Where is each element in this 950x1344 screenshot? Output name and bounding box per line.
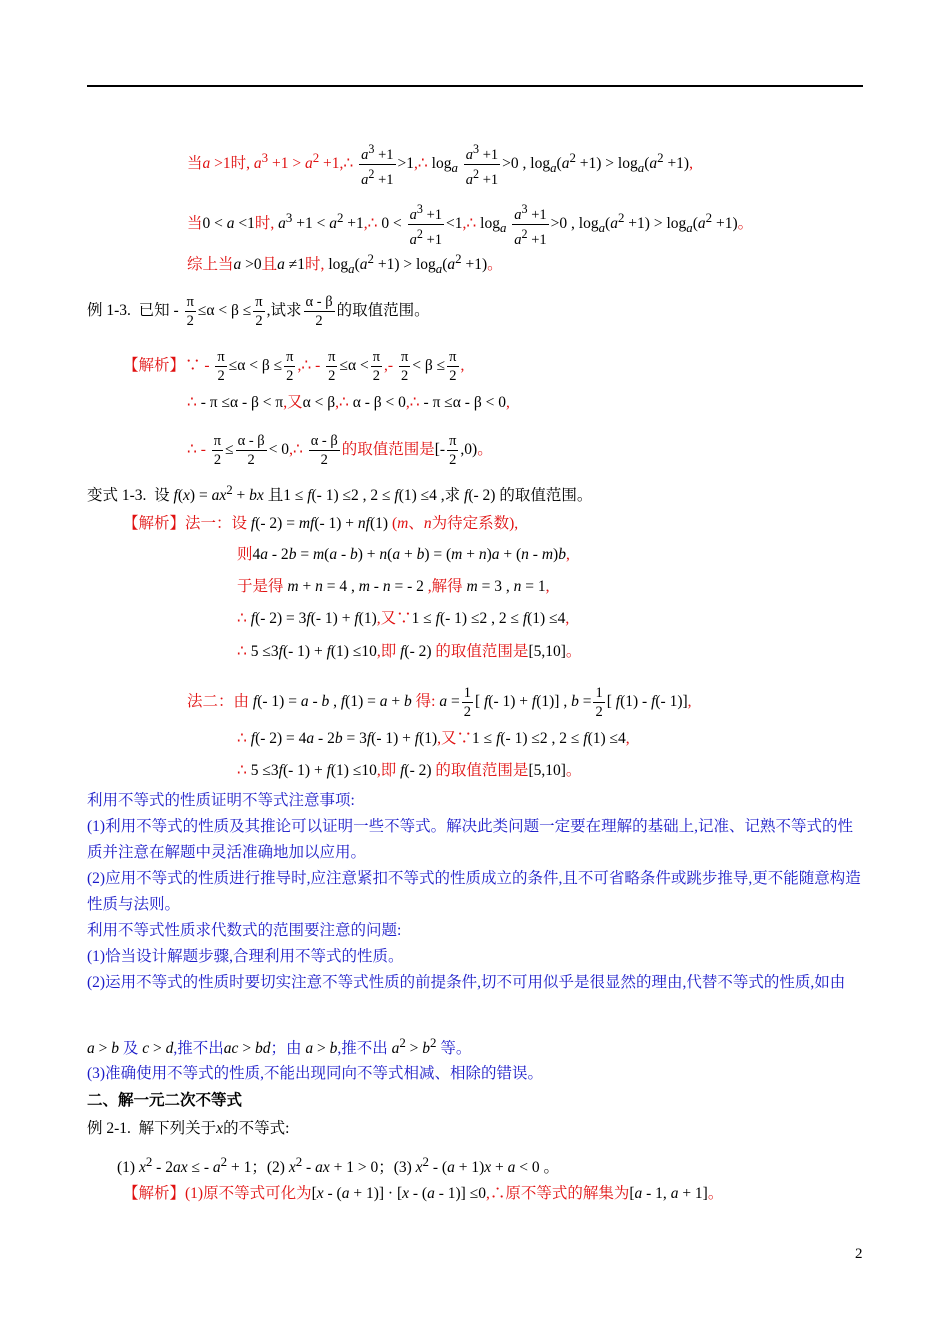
note-item-1: (1)利用不等式的性质及其推论可以证明一些不等式。解决此类问题一定要在理解的基础上,记准、记熟不等式的性质并注意在解题中灵活准确地加以应用。 — [87, 818, 853, 861]
method2-line2: ∴ f(- 2) = 4a - 2b = 3f(- 1) + f(1),又∵1 ≤ f(- 1) ≤2 , 2 ≤ f(1) ≤4, — [237, 730, 630, 747]
solution-1-3-line2: ∴ - π ≤α - β < π,又α < β,∴ α - β < 0,∴ - π ≤α - β < 0, — [187, 394, 510, 411]
solution-2-1: 【解析】(1)原不等式可化为[x - (a + 1)] · [x - (a - 1)] ≤0,∴原不等式的解集为[a - 1, a + 1]。 — [123, 1185, 724, 1202]
note-heading-1: 利用不等式的性质证明不等式注意事项: — [87, 792, 355, 809]
method1-line3: 于是得 m + n = 4 , m - n = - 2 ,解得 m = 3 , n = 1, — [237, 578, 550, 595]
method1-line4: ∴ f(- 2) = 3f(- 1) + f(1),又∵1 ≤ f(- 1) ≤2 , 2 ≤ f(1) ≤4, — [237, 610, 570, 627]
note-item-4: (2)运用不等式的性质时要切实注意不等式性质的前提条件,切不可用似乎是很显然的理由,代替不等式的性质,如由 — [87, 974, 846, 991]
note-item-3: (1)恰当设计解题步骤,合理利用不等式的性质。 — [87, 948, 404, 965]
method1-line5: ∴ 5 ≤3f(- 1) + f(1) ≤10,即 f(- 2) 的取值范围是[5,10]。 — [237, 643, 582, 660]
text-source-bindings — [0, 0, 1, 1]
note-item-4-example: a > b 及 c > d,推不出ac > bd；由 a > b,推不出 $a^2 > b^2$ 等。 — [87, 1035, 472, 1058]
text-line-conclusion: 综上当a >0且a ≠1时, $\log_a(a^2 +1) > \log_a(a^2 +1)$。 — [187, 251, 503, 277]
note-item-2: (2)应用不等式的性质进行推导时,应注意紧扣不等式的性质成立的条件,且不可省略条件或跳步推导,更不能随意构造性质与法则。 — [87, 870, 861, 913]
page-number: 2 — [855, 1246, 863, 1262]
note-heading-2: 利用不等式性质求代数式的范围要注意的问题: — [87, 922, 402, 939]
variant-1-3: 变式 1-3. 设 $f(x) = ax^2$ + bx 且1 ≤ f(- 1) ≤2 , 2 ≤ f(1) ≤4 ,求 f(- 2) 的取值范围。 — [87, 482, 593, 505]
header-rule — [87, 85, 863, 87]
text-line-case-a-gt-1: 当a >1时, $a^3 +1 > a^2$ +1,∴ $\frac{a^3 +1}{a^2 +1}$ >1,∴ $\log_a$ $\frac{a^3 +1}{a^2 +1}$ >0 , $\log_a(a^2 +1) > \log_a(a^2 +1)$, — [187, 142, 693, 188]
method2-line1: 法二：由 f(- 1) = a - b , f(1) = a + b 得: a = $\frac{1}{2}$ [ f(- 1) + f(1)] , b = $\frac{1}{2}$ [ f(1) - f(- 1)], — [187, 685, 692, 720]
example-2-1: 例 2-1. 解下列关于x的不等式: — [87, 1120, 290, 1137]
example-2-1-items: (1) $x^2 - 2ax$ ≤ - $a^2 + 1$；(2) $x^2$ - ax + 1 > 0；(3) $x^2 - (a + 1)x + a < 0$ 。 — [117, 1154, 559, 1177]
example-1-3: 例 1-3. 已知 - $\frac{\pi}{2}$ ≤α < β ≤ $\frac{\pi}{2}$ ,试求 $\frac{\alpha - \beta}{2}$ 的取值范围。 — [87, 294, 430, 329]
method1-line2: 则4a - 2b = m(a - b) + n(a + b) = (m + n)a + (n - m)b, — [237, 546, 570, 563]
solution-1-3-line3: ∴ - $\frac{\pi}{2}$ ≤ $\frac{\alpha - \beta}{2}$ < 0,∴ $\frac{\alpha - \beta}{2}$ 的取值范围是[- $\frac{\pi}{2}$ ,0)。 — [187, 433, 493, 468]
solution-1-3-line1: 【解析】∵ - $\frac{\pi}{2}$ ≤α < β ≤ $\frac{\pi}{2}$ ,∴ - $\frac{\pi}{2}$ ≤α < $\frac{\pi}{2}$ ,- $\frac{\pi}{2}$ < β ≤ $\frac{\pi}{2}$ , — [123, 349, 465, 384]
section-heading: 二、解一元二次不等式 — [87, 1092, 243, 1109]
text-line-case-a-lt-1: 当0 < a <1时, $a^3 +1 < a^2$ +1,∴ 0 < $\frac{a^3 +1}{a^2 +1}$ <1,∴ $\log_a$ $\frac{a^3 +1}{a^2 +1}$ >0 , $\log_a(a^2 +1) > \log_a(a^2 +1)$。 — [187, 202, 754, 248]
method2-line3: ∴ 5 ≤3f(- 1) + f(1) ≤10,即 f(- 2) 的取值范围是[5,10]。 — [237, 762, 582, 779]
note-item-5: (3)准确使用不等式的性质,不能出现同向不等式相减、相除的错误。 — [87, 1065, 543, 1082]
method1-line1: 【解析】法一：设 f(- 2) = mf(- 1) + nf(1) (m、n为待定系数), — [123, 515, 519, 532]
